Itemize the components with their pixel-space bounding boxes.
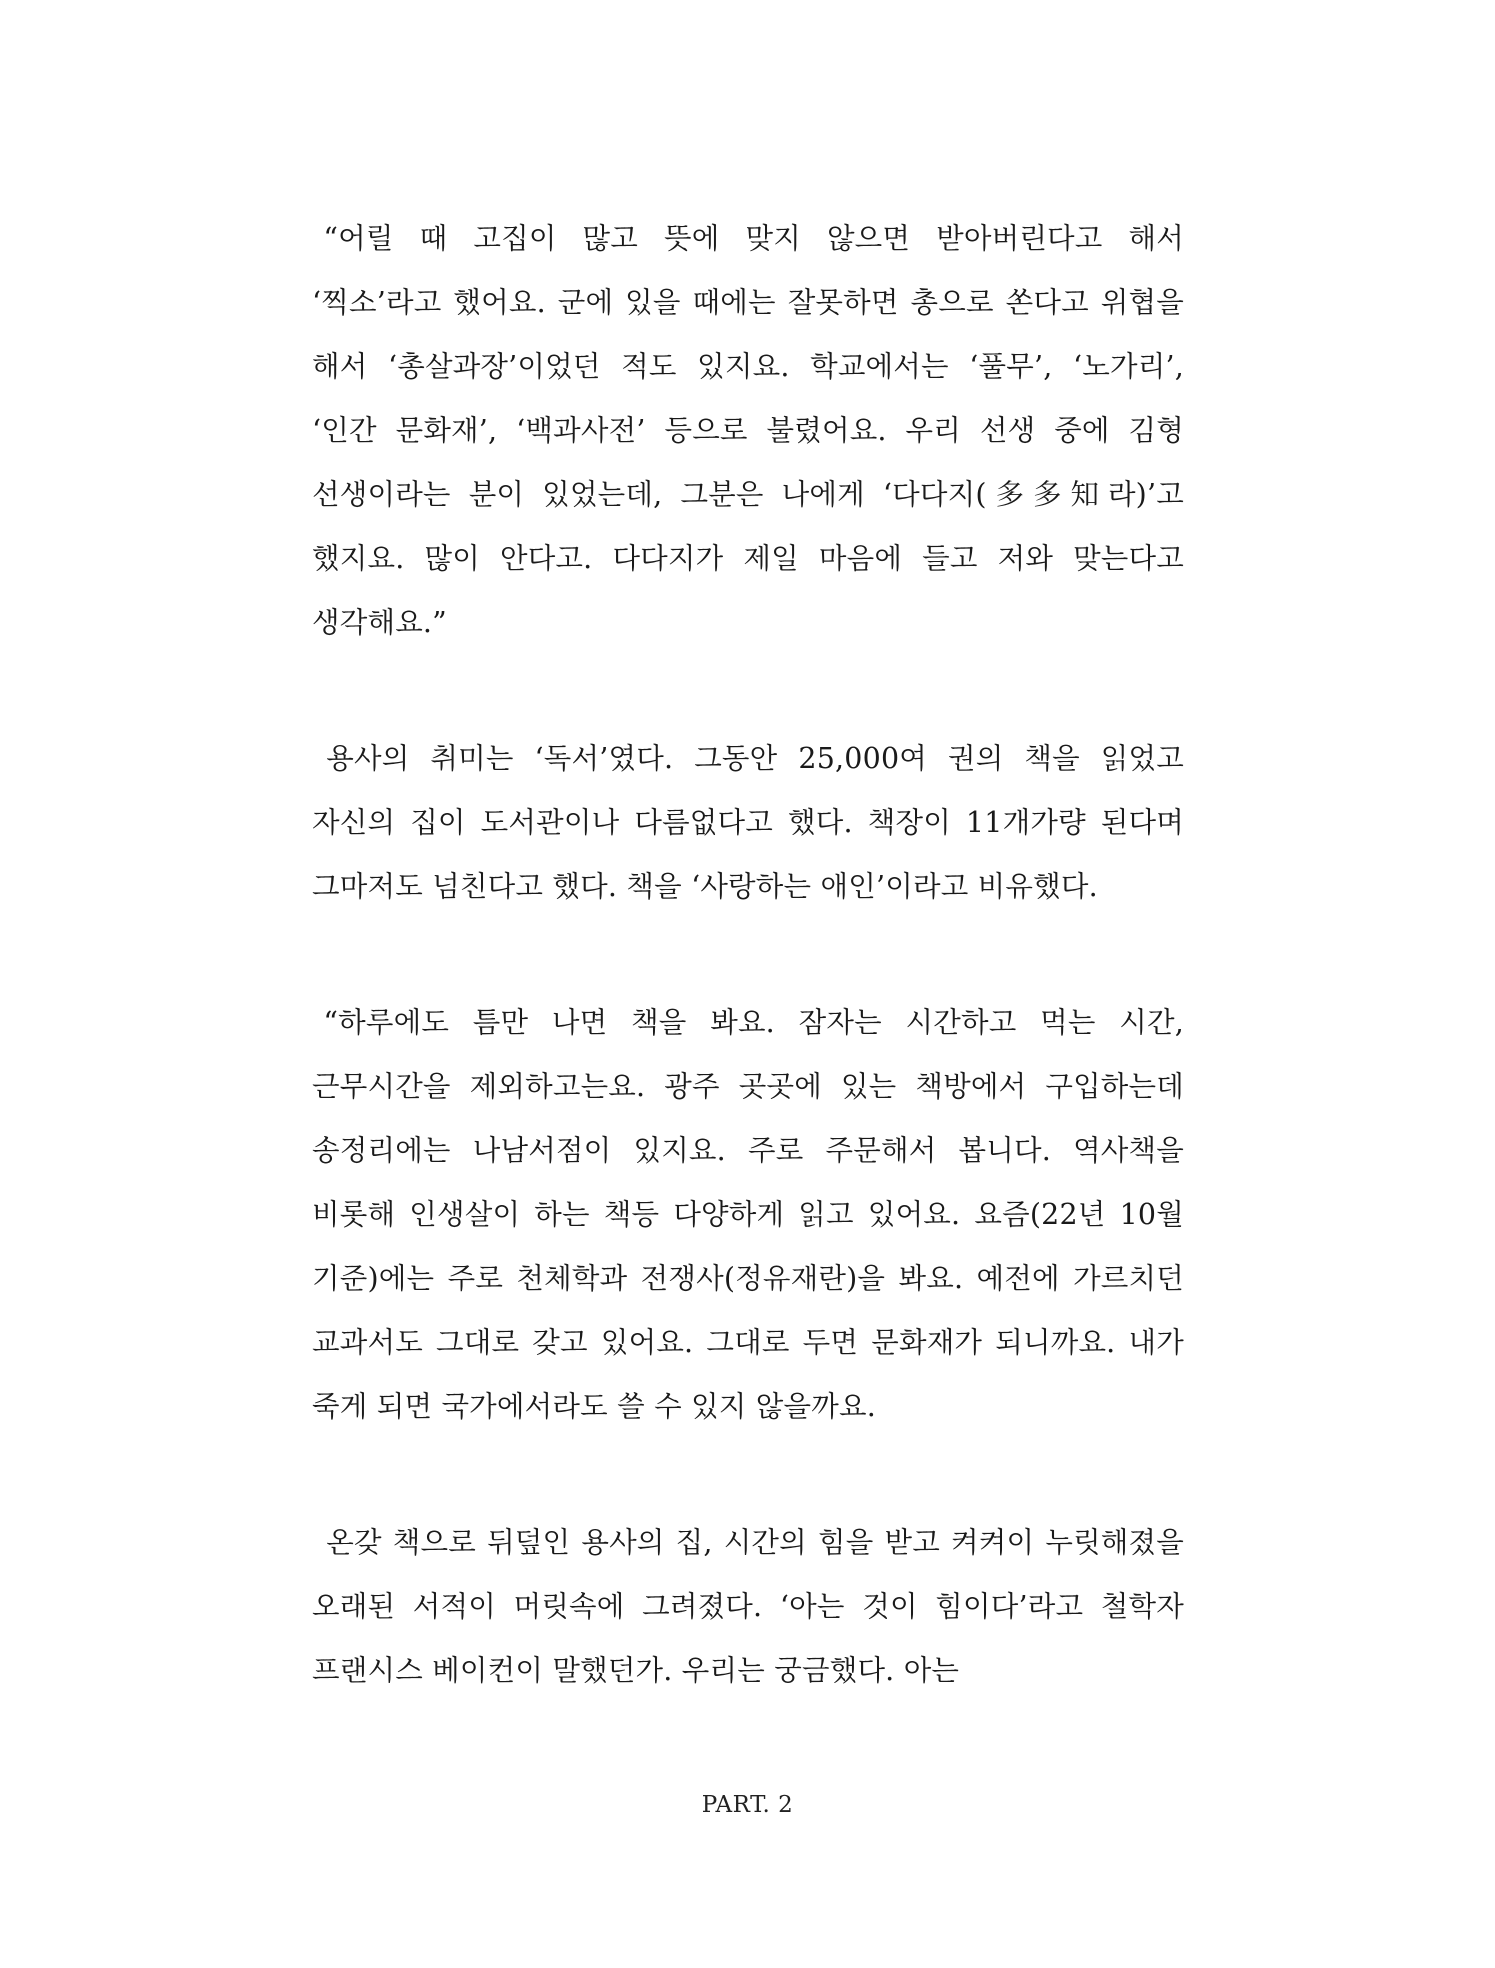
- page-body: [312, 207, 1184, 1775]
- paragraph-nicknames-quote: “어릴 때 고집이 많고 뜻에 맞지 않으면 받아버린다고 해서 ‘찍소’라고 했어요. 군에 있을 때에는 잘못하면 총으로 쏜다고 위협을 해서 ‘총살과장’이었던 적도 있지요. 학교에서는 ‘풀무’, ‘노가리’, ‘인간 문화재’, ‘백과사전’ 등으로 불렸어요. 우리 선생 중에 김형 선생이라는 분이 있었는데, 그분은 나에게 ‘다다지(多多知라)’고 했지요. 많이 안다고. 다다지가 제일 마음에 들고 저와 맞는다고 생각해요.”: [312, 222, 1184, 639]
- paragraph-reading-quote: “하루에도 틈만 나면 책을 봐요. 잠자는 시간하고 먹는 시간, 근무시간을 제외하고는요. 광주 곳곳에 있는 책방에서 구입하는데 송정리에는 나남서점이 있지요. 주로 주문해서 봅니다. 역사책을 비롯해 인생살이 하는 책등 다양하게 읽고 있어요. 요즘(22년 10월 기준)에는 주로 천체학과 전쟁사(정유재란)을 봐요. 예전에 가르치던 교과서도 그대로 갖고 있어요. 그대로 두면 문화재가 되니까요. 내가 죽게 되면 국가에서라도 쓸 수 있지 않을까요.: [312, 1006, 1184, 1423]
- page-footer-part-label: PART. 2: [701, 1792, 794, 1818]
- paragraph-reading-hobby: 용사의 취미는 ‘독서’였다. 그동안 25,000여 권의 책을 읽었고 자신의 집이 도서관이나 다름없다고 했다. 책장이 11개가량 된다며 그마저도 넘친다고 했다. 책을 ‘사랑하는 애인’이라고 비유했다.: [312, 742, 1184, 903]
- paragraph-narration: 온갖 책으로 뒤덮인 용사의 집, 시간의 힘을 받고 켜켜이 누릿해졌을 오래된 서적이 머릿속에 그려졌다. ‘아는 것이 힘이다’라고 철학자 프랜시스 베이컨이 말했던가. 우리는 궁금했다. 아는: [312, 1526, 1184, 1687]
